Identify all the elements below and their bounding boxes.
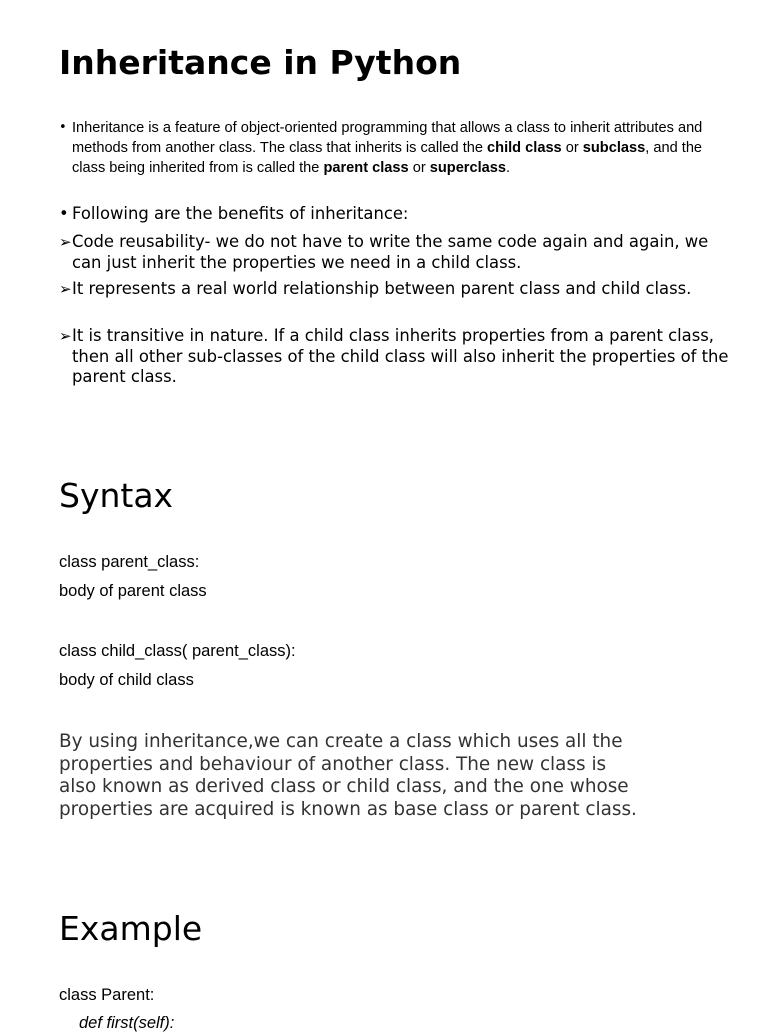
intro-text: or [408,160,430,176]
benefit-text: Code reusability- we do not have to write the same code again and again, we can just inherit the properties we need in a child class. [72,232,709,272]
paragraph-line: properties are acquired is known as base class or parent class. [59,798,637,820]
syntax-line: class parent_class: [59,553,200,571]
benefits-heading: Following are the benefits of inheritance: [72,204,409,223]
paragraph-line: also known as derived class or child class, and the one whose [59,776,629,797]
benefit-item [59,326,739,388]
paragraph-line: By using inheritance,we can create a class which uses all the [59,731,623,752]
benefits-heading-bullet [59,204,739,225]
syntax-line: class child_class( parent_class): [59,642,296,660]
paragraph-line: properties and behaviour of another class. The new class is [59,753,607,775]
benefit-item [59,232,739,273]
arrow-bullet-icon: ➢ [59,327,72,345]
inheritance-paragraph [59,731,719,821]
benefit-text: It represents a real world relationship between parent class and child class. [72,279,692,298]
syntax-line: body of parent class [59,582,207,600]
intro-bold-subclass: subclass [582,140,646,156]
page-title: Inheritance in Python [59,43,462,82]
syntax-heading: Syntax [59,476,174,515]
bullet-marker: • [59,204,69,223]
arrow-bullet-icon: ➢ [59,280,72,298]
intro-bullet [59,118,724,178]
example-line: class Parent: [59,986,155,1004]
example-heading: Example [59,909,203,948]
bullet-marker: • [59,120,67,135]
intro-text: , and the class being inherited from is called the [72,140,703,176]
intro-text: . [506,160,511,176]
example-line: def first(self): [79,1014,175,1032]
intro-bold-superclass: superclass [429,160,507,176]
intro-bold-child-class: child class [487,140,562,156]
intro-text: or [561,140,583,156]
benefit-text: It is transitive in nature. If a child class inherits properties from a parent class, then all other sub-classes of the child class will also inherit the properties of the parent class. [72,326,729,386]
benefit-item [59,279,739,300]
syntax-line: body of child class [59,671,194,689]
intro-text: Inheritance is a feature of object-oriented programming that allows a class to inherit attributes and methods from another class. The class that inherits is called the [72,120,703,156]
arrow-bullet-icon: ➢ [59,233,72,251]
intro-bold-parent-class: parent class [323,160,409,176]
